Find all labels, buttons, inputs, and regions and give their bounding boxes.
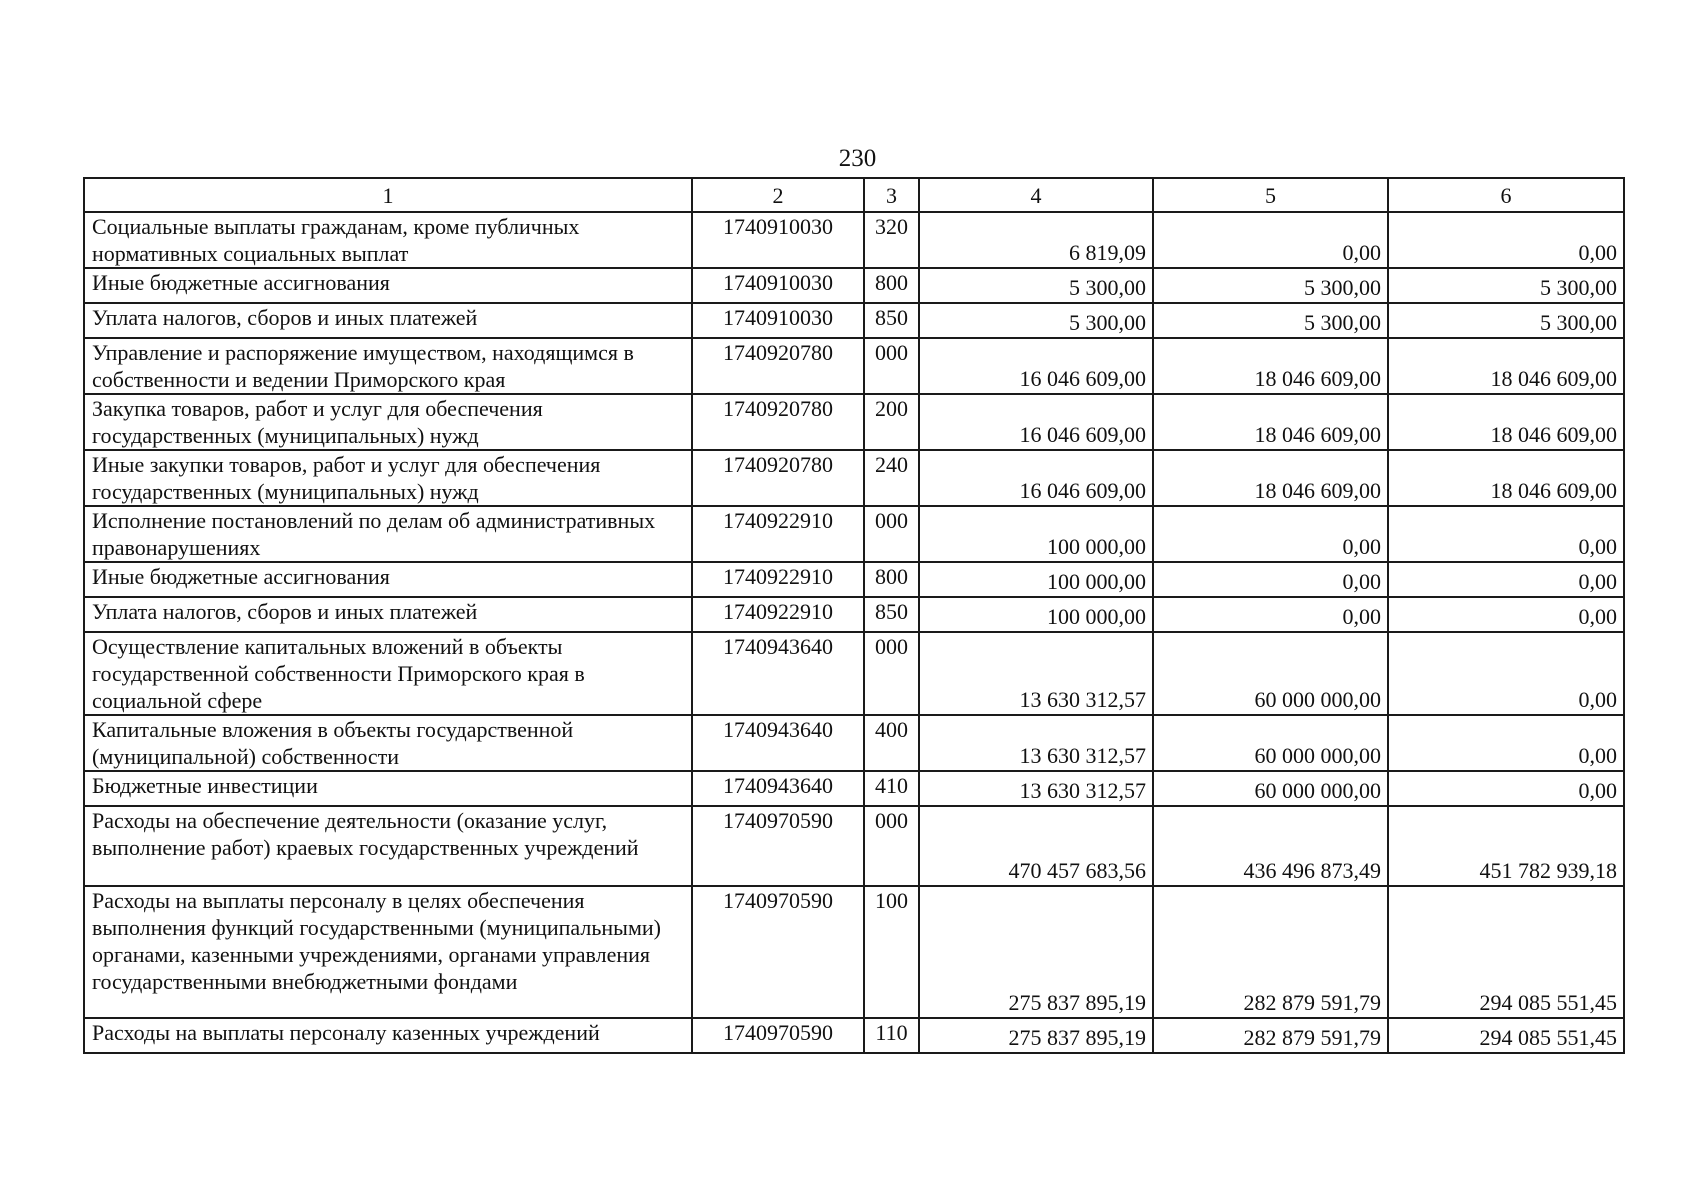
budget-table (83, 177, 1625, 1054)
row-value-col5: 60 000 000,00 (1153, 771, 1388, 806)
row-value-col6: 451 782 939,18 (1388, 806, 1624, 886)
row-name: Иные закупки товаров, работ и услуг для обеспечения государственных (муниципальных) нужд (84, 450, 692, 506)
row-value-col6: 294 085 551,45 (1388, 886, 1624, 1018)
row-value-col6: 0,00 (1388, 597, 1624, 632)
row-value-col6: 0,00 (1388, 506, 1624, 562)
row-value-col5: 436 496 873,49 (1153, 806, 1388, 886)
row-type: 850 (864, 303, 919, 338)
row-type: 320 (864, 212, 919, 268)
row-value-col5: 5 300,00 (1153, 303, 1388, 338)
row-value-col6: 18 046 609,00 (1388, 338, 1624, 394)
header-col-3: 3 (864, 178, 919, 212)
row-name: Уплата налогов, сборов и иных платежей (84, 303, 692, 338)
row-code: 1740970590 (692, 1018, 864, 1053)
row-type: 000 (864, 632, 919, 715)
row-code: 1740920780 (692, 338, 864, 394)
row-name: Иные бюджетные ассигнования (84, 268, 692, 303)
row-code: 1740922910 (692, 506, 864, 562)
row-value-col4: 6 819,09 (919, 212, 1153, 268)
row-type: 800 (864, 562, 919, 597)
row-value-col4: 13 630 312,57 (919, 771, 1153, 806)
row-code: 1740943640 (692, 771, 864, 806)
page-number: 230 (838, 145, 877, 172)
row-value-col4: 275 837 895,19 (919, 886, 1153, 1018)
table-row (84, 806, 1624, 886)
row-value-col4: 13 630 312,57 (919, 632, 1153, 715)
table-row (84, 597, 1624, 632)
table-row (84, 394, 1624, 450)
row-code: 1740920780 (692, 394, 864, 450)
row-type: 240 (864, 450, 919, 506)
row-type: 000 (864, 506, 919, 562)
row-code: 1740922910 (692, 562, 864, 597)
row-code: 1740910030 (692, 268, 864, 303)
row-name: Осуществление капитальных вложений в объекты государственной собственности Приморского края в социальной сфере (84, 632, 692, 715)
row-value-col6: 294 085 551,45 (1388, 1018, 1624, 1053)
row-name: Исполнение постановлений по делам об административных правонарушениях (84, 506, 692, 562)
row-code: 1740920780 (692, 450, 864, 506)
row-value-col6: 0,00 (1388, 212, 1624, 268)
row-value-col4: 16 046 609,00 (919, 394, 1153, 450)
row-name: Расходы на выплаты персоналу казенных учреждений (84, 1018, 692, 1053)
table-row (84, 886, 1624, 1018)
row-value-col5: 0,00 (1153, 562, 1388, 597)
row-type: 800 (864, 268, 919, 303)
row-value-col5: 0,00 (1153, 212, 1388, 268)
row-type: 110 (864, 1018, 919, 1053)
header-col-6: 6 (1388, 178, 1624, 212)
row-value-col5: 0,00 (1153, 506, 1388, 562)
row-code: 1740910030 (692, 303, 864, 338)
table-row (84, 268, 1624, 303)
row-value-col5: 5 300,00 (1153, 268, 1388, 303)
table-row (84, 771, 1624, 806)
row-value-col5: 282 879 591,79 (1153, 1018, 1388, 1053)
row-name: Расходы на выплаты персоналу в целях обеспечения выполнения функций государственными (муниципальными) органами, казенными учреждениями, органами управления государственными внебюджетными фондами (84, 886, 692, 1018)
row-code: 1740943640 (692, 715, 864, 771)
row-name: Закупка товаров, работ и услуг для обеспечения государственных (муниципальных) нужд (84, 394, 692, 450)
row-name: Социальные выплаты гражданам, кроме публичных нормативных социальных выплат (84, 212, 692, 268)
table-row (84, 212, 1624, 268)
table-row (84, 1018, 1624, 1053)
table-row (84, 303, 1624, 338)
row-code: 1740970590 (692, 806, 864, 886)
row-name: Управление и распоряжение имуществом, находящимся в собственности и ведении Приморского края (84, 338, 692, 394)
row-type: 000 (864, 338, 919, 394)
row-name: Расходы на обеспечение деятельности (оказание услуг, выполнение работ) краевых государственных учреждений (84, 806, 692, 886)
row-value-col4: 16 046 609,00 (919, 338, 1153, 394)
row-value-col4: 100 000,00 (919, 562, 1153, 597)
row-value-col4: 13 630 312,57 (919, 715, 1153, 771)
table-row (84, 338, 1624, 394)
row-type: 000 (864, 806, 919, 886)
row-value-col5: 18 046 609,00 (1153, 338, 1388, 394)
row-type: 400 (864, 715, 919, 771)
row-code: 1740922910 (692, 597, 864, 632)
row-name: Бюджетные инвестиции (84, 771, 692, 806)
row-value-col5: 18 046 609,00 (1153, 394, 1388, 450)
row-value-col5: 18 046 609,00 (1153, 450, 1388, 506)
row-value-col5: 282 879 591,79 (1153, 886, 1388, 1018)
row-name: Капитальные вложения в объекты государственной (муниципальной) собственности (84, 715, 692, 771)
row-type: 410 (864, 771, 919, 806)
row-value-col6: 0,00 (1388, 562, 1624, 597)
row-value-col6: 5 300,00 (1388, 303, 1624, 338)
table-row (84, 506, 1624, 562)
table-body (84, 212, 1624, 1053)
row-value-col6: 18 046 609,00 (1388, 450, 1624, 506)
table-row (84, 450, 1624, 506)
row-code: 1740910030 (692, 212, 864, 268)
row-value-col4: 5 300,00 (919, 303, 1153, 338)
row-value-col6: 18 046 609,00 (1388, 394, 1624, 450)
row-value-col5: 60 000 000,00 (1153, 715, 1388, 771)
row-type: 100 (864, 886, 919, 1018)
header-col-2: 2 (692, 178, 864, 212)
row-value-col4: 100 000,00 (919, 597, 1153, 632)
header-col-1: 1 (84, 178, 692, 212)
row-value-col5: 60 000 000,00 (1153, 632, 1388, 715)
row-value-col6: 0,00 (1388, 632, 1624, 715)
row-code: 1740970590 (692, 886, 864, 1018)
row-type: 850 (864, 597, 919, 632)
row-value-col6: 5 300,00 (1388, 268, 1624, 303)
table-row (84, 632, 1624, 715)
row-name: Уплата налогов, сборов и иных платежей (84, 597, 692, 632)
row-value-col4: 16 046 609,00 (919, 450, 1153, 506)
row-name: Иные бюджетные ассигнования (84, 562, 692, 597)
header-col-4: 4 (919, 178, 1153, 212)
table-row (84, 562, 1624, 597)
table-row (84, 715, 1624, 771)
row-value-col6: 0,00 (1388, 715, 1624, 771)
header-row (84, 178, 1624, 212)
row-value-col6: 0,00 (1388, 771, 1624, 806)
row-value-col4: 275 837 895,19 (919, 1018, 1153, 1053)
row-value-col4: 5 300,00 (919, 268, 1153, 303)
row-value-col4: 100 000,00 (919, 506, 1153, 562)
row-value-col4: 470 457 683,56 (919, 806, 1153, 886)
row-type: 200 (864, 394, 919, 450)
row-code: 1740943640 (692, 632, 864, 715)
header-col-5: 5 (1153, 178, 1388, 212)
row-value-col5: 0,00 (1153, 597, 1388, 632)
